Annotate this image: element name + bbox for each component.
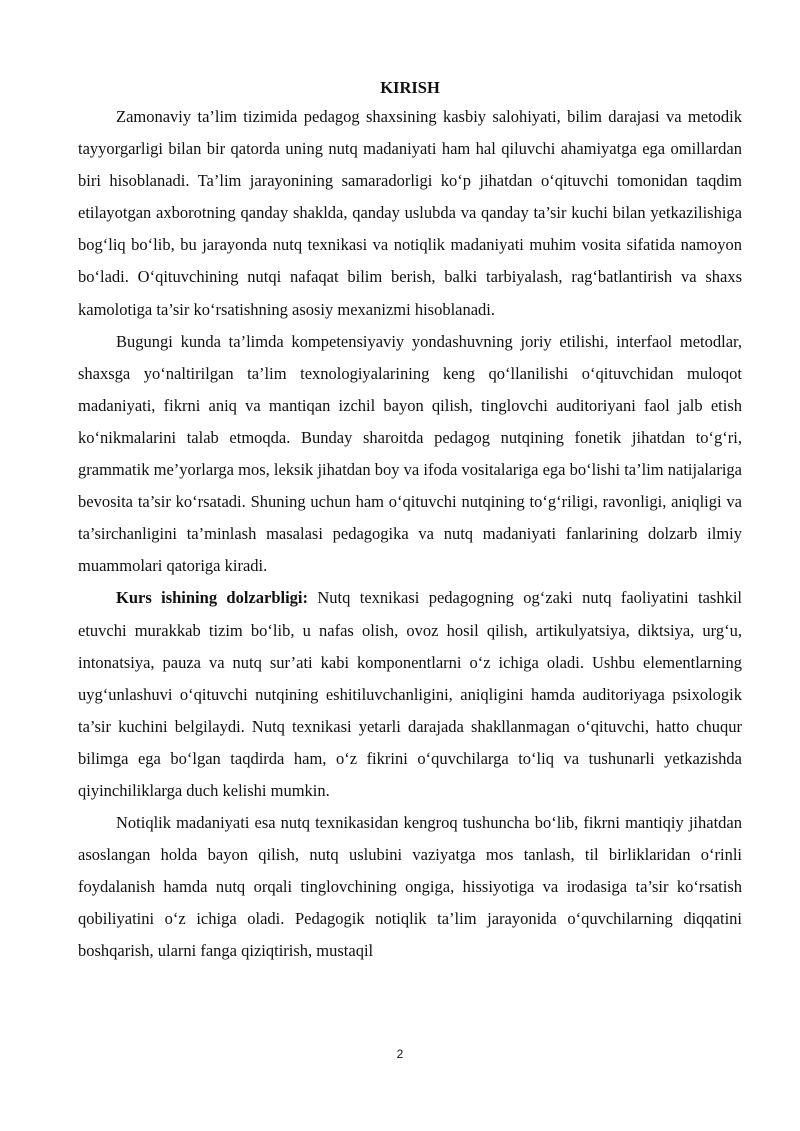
document-page xyxy=(78,74,742,968)
paragraph-4 xyxy=(78,807,742,967)
paragraph-1-text: Zamonaviy ta’lim tizimida pedagog shaxsining kasbiy salohiyati, bilim darajasi va metodik tayyorgarligi bilan bir qatorda uning nutq madaniyati ham hal qiluvchi ahamiyatga ega omillardan biri hisoblanadi. Ta’lim jarayonining samaradorligi ko‘p jihatdan o‘qituvchi tomonidan taqdim etilayotgan axborotning qanday shaklda, qanday uslubda va qanday ta’sir kuchi bilan yetkazilishiga bog‘liq bo‘lib, bu jarayonda nutq texnikasi va notiqlik madaniyati muhim vosita sifatida namoyon bo‘ladi. O‘qituvchining nutqi nafaqat bilim berish, balki tarbiyalash, rag‘batlantirish va shaxs kamolotiga ta’sir ko‘rsatishning asosiy mexanizmi hisoblanadi. xyxy=(78,107,742,319)
paragraph-2 xyxy=(78,326,742,583)
paragraph-3-lead: Kurs ishining dolzarbligi: xyxy=(116,588,309,608)
paragraph-2-text: Bugungi kunda ta’limda kompetensiyaviy yondashuvning joriy etilishi, interfaol metodlar, shaxsga yo‘naltirilgan ta’lim texnologiyalarining keng qo‘llanilishi o‘qituvchidan muloqot madaniyati, fikrni aniq va mantiqan izchil bayon qilish, tinglovchi auditoriyani faol jalb etish ko‘nikmalarini talab etmoqda. Bunday sharoitda pedagog nutqining fonetik jihatdan to‘g‘ri, grammatik me’yorlarga mos, leksik jihatdan boy va ifoda vositalariga ega bo‘lishi ta’lim natijalariga bevosita ta’sir ko‘rsatadi. Shuning uchun ham o‘qituvchi nutqining to‘g‘riligi, ravonligi, aniqligi va ta’sirchanligini ta’minlash masalasi pedagogika va nutq madaniyati fanlarining dolzarb ilmiy muammolari qatoriga kiradi. xyxy=(78,331,742,576)
document-title: KIRISH xyxy=(380,78,440,97)
paragraph-3 xyxy=(78,582,742,807)
paragraph-4-text: Notiqlik madaniyati esa nutq texnikasidan kengroq tushuncha bo‘lib, fikrni mantiqiy jihatdan asoslangan holda bayon qilish, nutq uslubini vaziyatga mos tanlash, til birliklaridan o‘rinli foydalanish hamda nutq orqali tinglovchining ongiga, hissiyotiga va irodasiga ta’sir ko‘rsatish qobiliyatini o‘z ichiga oladi. Pedagogik notiqlik ta’lim jarayonida o‘quvchilarning diqqatini boshqarish, ularni fanga qiziqtirish, mustaqil xyxy=(78,813,742,961)
paragraph-3-text: Nutq texnikasi pedagogning og‘zaki nutq faoliyatini tashkil etuvchi murakkab tizim bo‘lib, u nafas olish, ovoz hosil qilish, artikulyatsiya, diktsiya, urg‘u, intonatsiya, pauza va nutq sur’ati kabi komponentlarni o‘z ichiga oladi. Ushbu elementlarning uyg‘unlashuvi o‘qituvchi nutqining eshitiluvchanligini, aniqligini hamda auditoriyaga psixologik ta’sir kuchini belgilaydi. Nutq texnikasi yetarli darajada shakllanmagan o‘qituvchi, hatto chuqur bilimga ega bo‘lgan taqdirda ham, o‘z fikrini o‘quvchilarga to‘liq va tushunarli yetkazishda qiyinchiliklarga duch kelishi mumkin. xyxy=(78,588,742,800)
page-number: 2 xyxy=(396,1047,404,1061)
paragraph-1 xyxy=(78,101,742,326)
